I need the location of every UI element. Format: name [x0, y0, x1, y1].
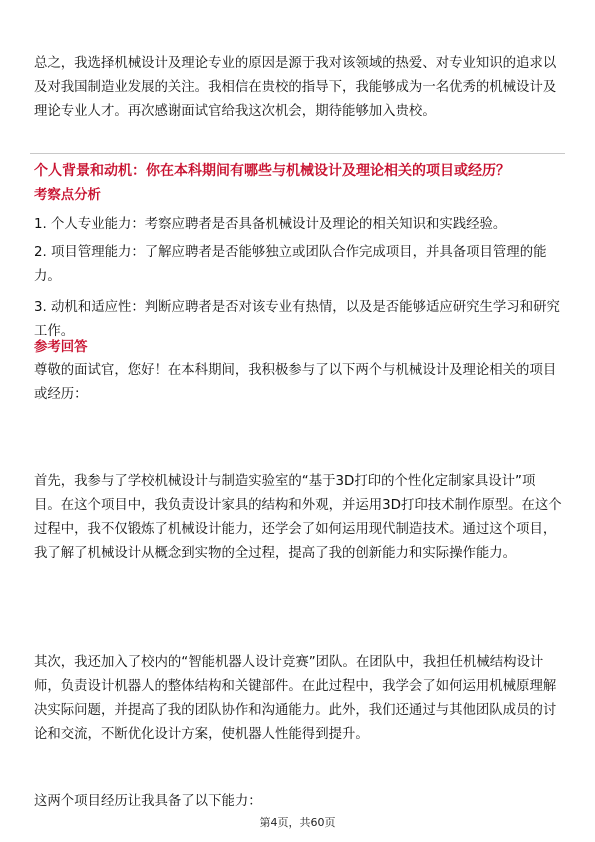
analysis-item-2: 2. 项目管理能力：了解应聘者是否能够独立或团队合作完成项目，并具备项目管理的能力。 [34, 245, 547, 284]
answer-first-paragraph: 首先，我参与了学校机械设计与制造实验室的“基于3D打印的个性化定制家具设计”项目。在这个项目中，我负责设计家具的结构和外观，并运用3D打印技术制作原型。在这个过程中，我不仅锻炼了机械设计能力，还学会了如何运用现代制造技术。通过这个项目，我了解了机械设计从概念到实物的全过程，提高了我的创新能力和实际操作能力。 [34, 474, 562, 561]
analysis-title: 考察点分析 [34, 188, 101, 203]
section-divider [30, 153, 565, 154]
answer-second-paragraph: 其次，我还加入了校内的“智能机器人设计竞赛”团队。在团队中，我担任机械结构设计师，负责设计机器人的整体结构和关键部件。在此过程中，我学会了如何运用机械原理解决实际问题，并提高了我的团队协作和沟通能力。此外，我们还通过与其他团队成员的讨论和交流，不断优化设计方案，使机器人性能得到提升。 [34, 655, 557, 742]
answer-closing: 这两个项目经历让我具备了以下能力： [34, 794, 262, 809]
page-number: 第4页，共60页 [259, 816, 336, 829]
question-heading: 个人背景和动机：你在本科期间有哪些与机械设计及理论相关的项目或经历？ [34, 163, 510, 179]
answer-greeting: 尊敬的面试官，您好！在本科期间，我积极参与了以下两个与机械设计及理论相关的项目或经历： [34, 363, 557, 402]
analysis-item-1: 1. 个人专业能力：考察应聘者是否具备机械设计及理论的相关知识和实践经验。 [34, 217, 507, 232]
analysis-item-3: 3. 动机和适应性：判断应聘者是否对该专业有热情，以及是否能够适应研究生学习和研究工作。 [34, 300, 560, 339]
answer-title: 参考回答 [34, 340, 88, 355]
intro-paragraph: 总之，我选择机械设计及理论专业的原因是源于我对该领域的热爱、对专业知识的追求以及对我国制造业发展的关注。我相信在贵校的指导下，我能够成为一名优秀的机械设计及理论专业人才。再次感谢面试官给我这次机会，期待能够加入贵校。 [34, 56, 557, 119]
